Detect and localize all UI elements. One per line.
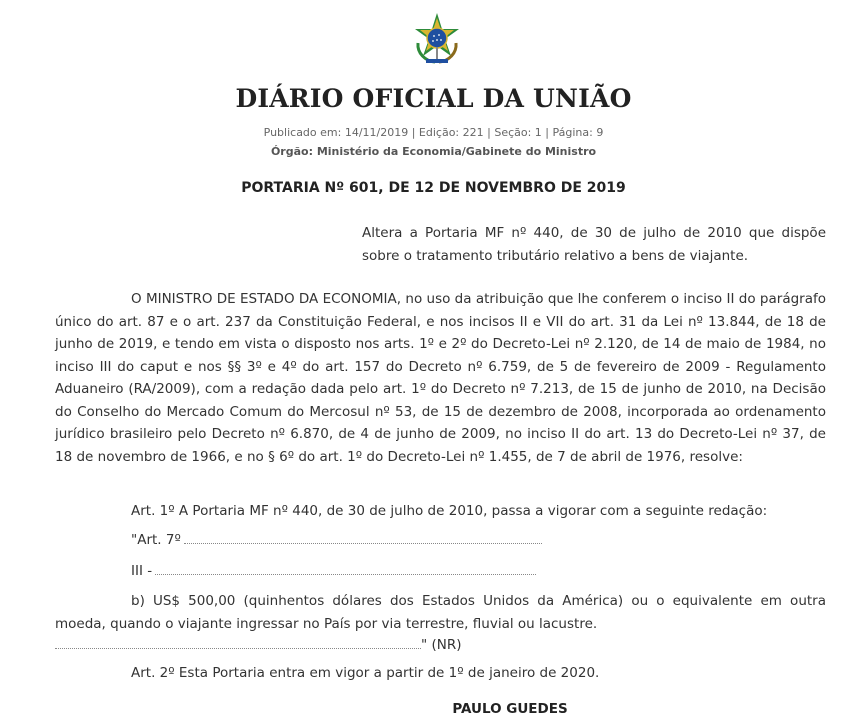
coat-of-arms-icon (409, 11, 465, 67)
newspaper-title: DIÁRIO OFICIAL DA UNIÃO (235, 84, 632, 113)
signature: PAULO GUEDES (452, 701, 568, 717)
orgao-value: Ministério da Economia/Gabinete do Ministro (316, 145, 597, 158)
dotted-leader (155, 573, 536, 575)
dotted-leader (184, 542, 542, 544)
publication-meta: Publicado em: 14/11/2019 | Edição: 221 | Seção: 1 | Página: 9 (263, 126, 604, 139)
portaria-title: PORTARIA Nº 601, DE 12 DE NOVEMBRO DE 2019 (241, 180, 626, 196)
alinea-b-end-line (55, 634, 462, 656)
nr-mark: " (NR) (421, 637, 462, 653)
dotted-leader (55, 647, 421, 649)
alinea-b-text: b) US$ 500,00 (quinhentos dólares dos Estados Unidos da América) ou o equivalente em outra moeda, quando o viajante ingressar no País por via terrestre, fluvial ou lacustre. (55, 593, 826, 632)
orgao-label: Órgão: (270, 145, 313, 158)
preambulo: O MINISTRO DE ESTADO DA ECONOMIA, no uso da atribuição que lhe conferem o inciso II do parágrafo único do art. 87 e o art. 237 da Constituição Federal, e nos incisos II e VII do art. 31 da Lei nº 13.844, de 18 de junho de 2019, e tendo em vista o disposto nos arts. 1º e 2º do Decreto-Lei nº 2.120, de 14 de maio de 1984, no inciso III do caput e nos §§ 3º e 4º do art. 157 do Decreto nº 6.759, de 5 de fevereiro de 2009 - Regulamento Aduaneiro (RA/2009), com a redação dada pelo art. 1º do Decreto nº 7.213, de 15 de junho de 2010, na Decisão do Conselho do Mercado Comum do Mercosul nº 53, de 15 de dezembro de 2008, incorporada ao ordenamento jurídico brasileiro pelo Decreto nº 6.870, de 4 de junho de 2009, no inciso II do art. 13 do Decreto-Lei nº 37, de 18 de novembro de 1966, e no § 6º do art. 1º do Decreto-Lei nº 1.455, de 7 de abril de 1976, resolve: (55, 291, 826, 465)
art7-label: "Art. 7º (131, 532, 181, 548)
alinea-b (55, 590, 826, 635)
ementa: Altera a Portaria MF nº 440, de 30 de julho de 2010 que dispõe sobre o tratamento tributário relativo a bens de viajante. (362, 225, 826, 264)
art2: Art. 2º Esta Portaria entra em vigor a partir de 1º de janeiro de 2020. (131, 665, 600, 681)
orgao-line (0, 145, 867, 158)
art7-line (131, 529, 542, 551)
inciso3-label: III - (131, 563, 153, 579)
art1: Art. 1º A Portaria MF nº 440, de 30 de julho de 2010, passa a vigorar com a seguinte redação: (131, 503, 768, 519)
inciso3-line (131, 560, 536, 582)
